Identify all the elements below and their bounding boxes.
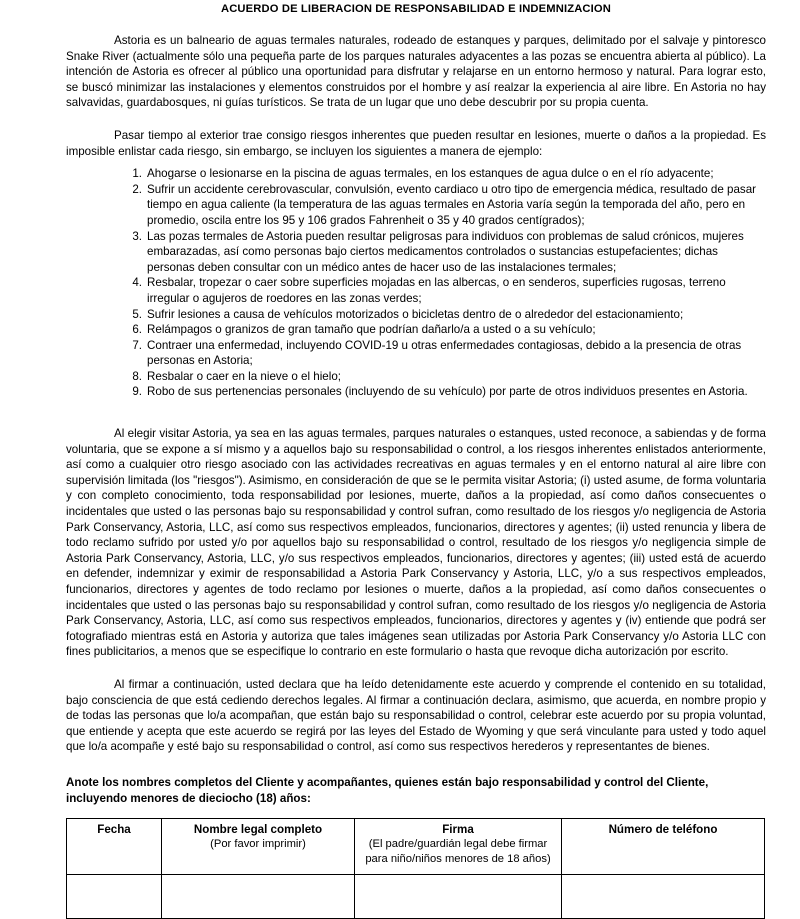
- risk-list-item: Sufrir lesiones a causa de vehículos motorizados o bicicletas dentro de o alrededor del estacionamiento;: [147, 307, 684, 321]
- column-header-firma-label: Firma: [442, 823, 474, 837]
- cell-telefono[interactable]: [562, 875, 765, 919]
- table-header-row: [67, 819, 765, 875]
- page-title: ACUERDO DE LIBERACION DE RESPONSABILIDAD E INDEMNIZACION: [220, 3, 612, 15]
- risk-list-item: Robo de sus pertenencias personales (incluyendo de su vehículo) por parte de otros individuos presentes en Astoria.: [147, 385, 748, 399]
- risk-list-item: Resbalar, tropezar o caer sobre superficies mojadas en las albercas, o en senderos, superficies rugosas, terreno irregular o agujeros de roedores en las zonas verdes;: [147, 276, 726, 305]
- risk-list-item: Las pozas termales de Astoria pueden resultar peligrosas para individuos con problemas de salud crónicos, mujeres embarazadas, así como personas bajo ciertos medicamentos controlados o sustancias estupefacientes; dichas personas deben consultar con un médico antes de hacer uso de las instalaciones termales;: [147, 229, 744, 274]
- column-header-firma: [355, 819, 562, 875]
- document-page: [0, 2, 800, 865]
- risk-list: [66, 166, 766, 400]
- column-header-fecha: [67, 819, 162, 875]
- risk-list-item: Contraer una enfermedad, incluyendo COVID-19 u otras enfermedades contagiosas, debido a la presencia de otras personas en Astoria;: [147, 338, 742, 368]
- column-header-nombre-label: Nombre legal completo: [193, 823, 323, 837]
- paragraph-assumption-of-risk: Al elegir visitar Astoria, ya sea en las aguas termales, parques naturales o estanques, usted reconoce, a sabiendas y de forma voluntaria, que se expone a sí mismo y a aquellos bajo su responsabilidad o control, a los riesgos inherentes enlistados anteriormente, así como a cualquier otro riesgo asociado con las actividades recreativas en aguas termales y en el entorno natural al aire libre con supervisión limitada (los "riesgos"). Asimismo, en consideración de que se le permita visitar Astoria; (i) usted asume, de forma voluntaria y con completo conocimiento, toda responsabilidad por lesiones, muerte, daños a la propiedad, así como daños consecuentes o incidentales que usted o las personas bajo su responsabilidad y control sufran, como resultado de los riesgos y/o negligencia de Astoria Park Conservancy, Astoria, LLC, así como sus respectivos empleados, funcionarios, directores y agentes; (ii) usted renuncia y libera de todo reclamo sufrido por usted y/o por aquellos bajo su responsabilidad o control, resultado de los riesgos y/o negligencia simple de Astoria Park Conservancy, Astoria, LLC, y/o sus respectivos empleados, funcionarios, directores y agentes; (iii) usted está de acuerdo en defender, indemnizar y eximir de responsabilidad a Astoria Park Conservancy y Astoria, LLC, y/o a sus respectivos empleados, funcionarios, directores y agentes de todo reclamo por lesiones o muerte, daños a la propiedad, así como daños consecuentes o incidentales que usted o las personas bajo su responsabilidad y control sufran, como resultado de los riesgos y/o negligencia de Astoria Park Conservancy, Astoria, LLC, así como sus respectivos empleados, funcionarios, directores y agentes y (iv) entiende que podrá ser fotografiado mientras está en Astoria y autoriza que tales imágenes sean utilizadas por Astoria Park Conservancy y/o Astoria LLC con fines publicitarios, a menos que se especifique lo contrario en este formulario o hasta que revoque dicha autorización por escrito.: [66, 427, 766, 659]
- column-header-nombre: [162, 819, 355, 875]
- column-header-nombre-subtext: (Por favor imprimir): [210, 838, 306, 851]
- column-header-telefono-label: Número de teléfono: [608, 823, 718, 837]
- risk-list-item: Relámpagos o granizos de gran tamaño que podrían dañarlo/a a usted o a su vehículo;: [147, 323, 596, 337]
- column-header-telefono: [562, 819, 765, 875]
- cell-nombre[interactable]: [162, 875, 355, 919]
- paragraph-risks-intro: Pasar tiempo al exterior trae consigo riesgos inherentes que pueden resultar en lesiones, muerte o daños a la propiedad. Es imposible enlistar cada riesgo, sin embargo, se incluyen los siguientes a manera de ejemplo:: [66, 128, 766, 158]
- paragraph-acknowledgement: Al firmar a continuación, usted declara que ha leído detenidamente este acuerdo y comprende el contenido en su totalidad, bajo consciencia de que está cediendo derechos legales. Al firmar a continuación declara, asimismo, que acuerda, en nombre propio y de todas las personas que lo/a acompañan, que están bajo su responsabilidad o control, celebrar este acuerdo por su propia voluntad, que entiende y acepta que este acuerdo se regirá por las leyes del Estado de Wyoming y que será vinculante para usted y todo aquel que lo/a acompañe y esté bajo su responsabilidad o control, así como sus respectivos herederos y representantes de bienes.: [66, 677, 766, 754]
- table-row: [67, 875, 765, 919]
- signature-table-heading: Anote los nombres completos del Cliente y acompañantes, quienes están bajo responsabilidad y control del Cliente, incluyendo menores de dieciocho (18) años:: [66, 775, 709, 805]
- risk-list-item: Ahogarse o lesionarse en la piscina de aguas termales, en los estanques de agua dulce o en el río adyacente;: [147, 167, 714, 181]
- cell-fecha[interactable]: [67, 875, 162, 919]
- risk-list-item: Resbalar o caer en la nieve o el hielo;: [147, 369, 341, 383]
- signature-table: [66, 818, 765, 919]
- column-header-fecha-label: Fecha: [97, 823, 131, 837]
- risk-list-item: Sufrir un accidente cerebrovascular, convulsión, evento cardiaco u otro tipo de emergencia médica, resultado de pasar tiempo en agua caliente (la temperatura de las aguas termales en Astoria varía según la temporada del año, pero en promedio, oscila entre los 95 y 106 grados Fahrenheit o 35 y 40 grados centígrados);: [147, 182, 757, 227]
- cell-firma[interactable]: [355, 875, 562, 919]
- paragraph-intro: Astoria es un balneario de aguas termales naturales, rodeado de estanques y parques, delimitado por el salvaje y pintoresco Snake River (actualmente sólo una pequeña parte de los parques naturales adyacentes a las pozas se encuentra abierta al público). La intención de Astoria es ofrecer al público una oportunidad para disfrutar y relajarse en un entorno hermoso y natural. Para lograr esto, se buscó minimizar las instalaciones y elementos construidos por el hombre y así realzar la experiencia al aire libre. En Astoria no hay salvavidas, guardabosques, ni guías turísticos. Se trata de un lugar que uno debe descubrir por su propia cuenta.: [66, 34, 766, 110]
- column-header-firma-subtext: (El padre/guardián legal debe firmar para niño/niños menores de 18 años): [365, 838, 551, 865]
